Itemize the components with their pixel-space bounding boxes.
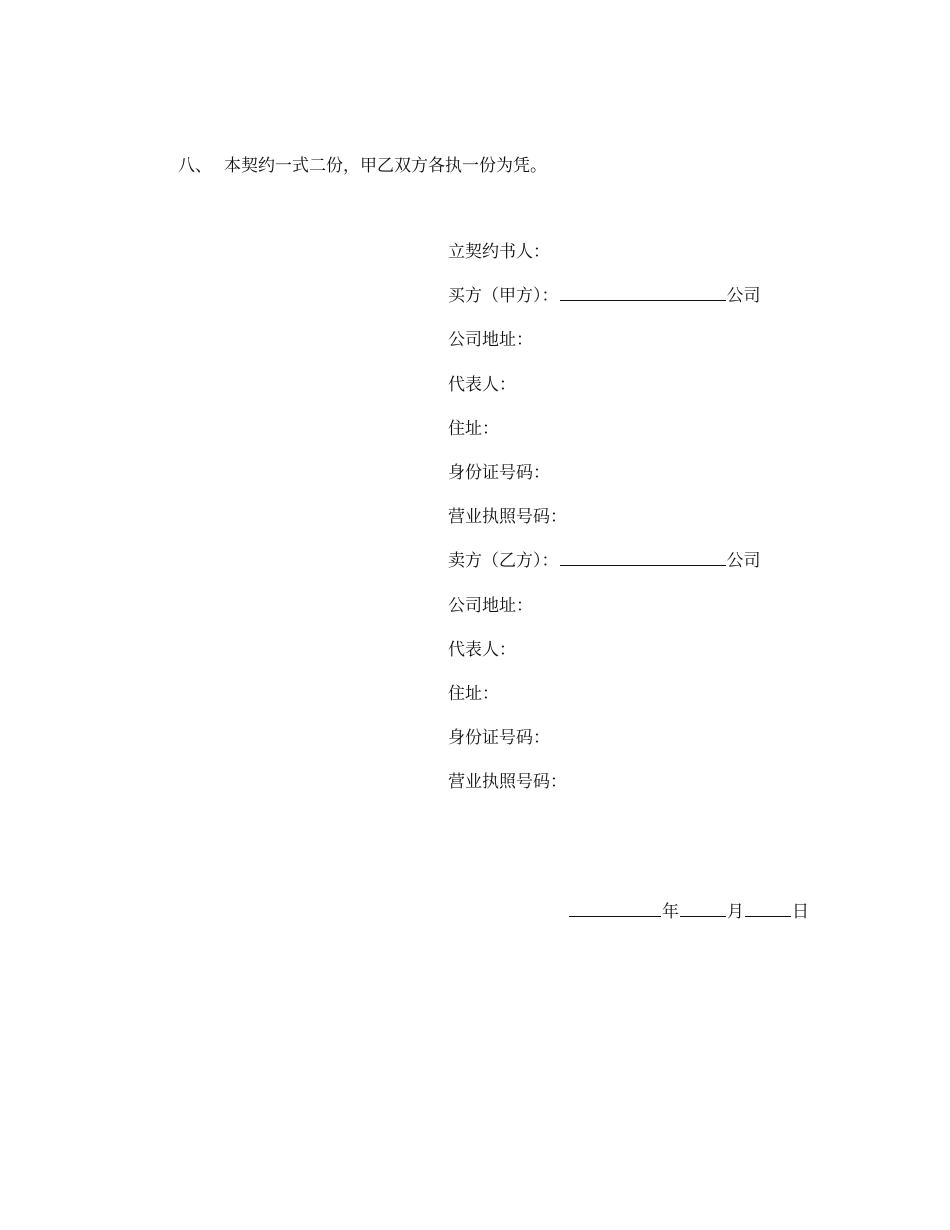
- seller-line: [448, 547, 848, 591]
- buyer-residence-label: 住址：: [448, 418, 499, 439]
- buyer-label: 买方（甲方）：: [448, 286, 559, 307]
- seller-id-label: 身份证号码：: [448, 728, 550, 749]
- clause-number: 八、: [178, 156, 212, 176]
- seller-address-label: 公司地址：: [448, 595, 533, 616]
- buyer-representative-label: 代表人：: [448, 374, 516, 395]
- year-blank[interactable]: [569, 898, 661, 917]
- year-label: 年: [662, 902, 679, 922]
- seller-company-blank[interactable]: [560, 547, 726, 566]
- buyer-id-label: 身份证号码：: [448, 462, 550, 483]
- clause-8: [178, 154, 547, 178]
- signature-block: [448, 238, 848, 812]
- day-label: 日: [792, 902, 809, 922]
- buyer-license-label: 营业执照号码：: [448, 507, 567, 528]
- buyer-company-suffix: 公司: [726, 286, 761, 307]
- seller-company-suffix: 公司: [726, 551, 761, 572]
- month-label: 月: [727, 902, 744, 922]
- seller-license-label: 营业执照号码：: [448, 772, 567, 793]
- seller-residence-label: 住址：: [448, 683, 499, 704]
- buyer-address-label: 公司地址：: [448, 330, 533, 351]
- seller-representative-label: 代表人：: [448, 639, 516, 660]
- buyer-line: [448, 282, 848, 326]
- buyer-company-blank[interactable]: [560, 282, 726, 301]
- date-line: [568, 898, 809, 924]
- clause-text: 本契约一式二份，甲乙双方各执一份为凭。: [224, 156, 547, 176]
- month-blank[interactable]: [680, 898, 726, 917]
- seller-label: 卖方（乙方）：: [448, 551, 559, 572]
- signatories-heading: 立契约书人：: [448, 242, 550, 262]
- day-blank[interactable]: [745, 898, 791, 917]
